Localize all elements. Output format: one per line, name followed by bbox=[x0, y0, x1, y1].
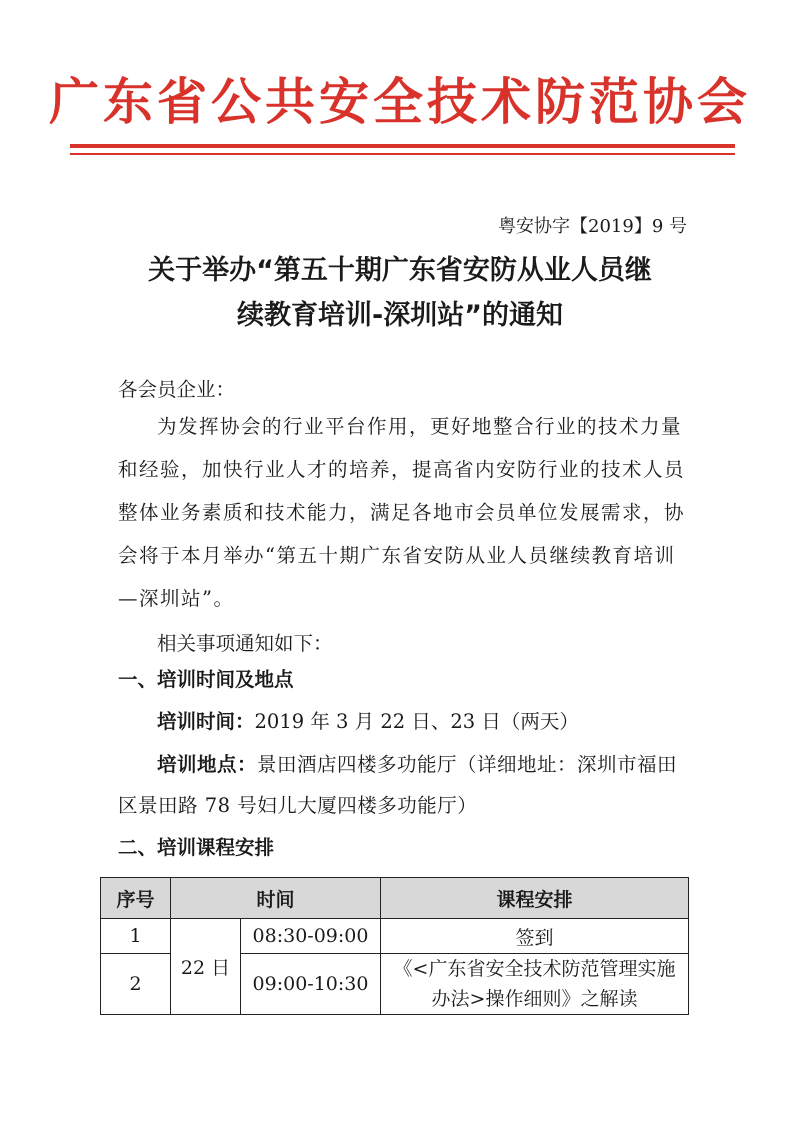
header-course: 课程安排 bbox=[381, 878, 689, 919]
section-heading-schedule: 二、培训课程安排 bbox=[118, 836, 275, 859]
letterhead-rule-thick bbox=[70, 144, 735, 148]
body-paragraph: 为发挥协会的行业平台作用，更好地整合行业的技术力量和经验，加快行业人才的培养，提高省内安防行业的技术人员整体业务素质和技术能力，满足各地市会员单位发展需求，协会将于本月举办“第五十期广东省安防从业人员继续教育培训—深圳站”。 bbox=[118, 415, 686, 610]
section-heading-time-place: 一、培训时间及地点 bbox=[118, 668, 294, 691]
row-day: 22 日 bbox=[171, 919, 241, 1015]
intro-line: 相关事项通知如下： bbox=[157, 632, 333, 655]
training-time-value: 2019 年 3 月 22 日、23 日（两天） bbox=[254, 710, 579, 733]
notice-title-line-2: 续教育培训-深圳站”的通知 bbox=[237, 300, 563, 331]
row-time: 09:00-10:30 bbox=[241, 954, 381, 1015]
training-time bbox=[118, 701, 688, 742]
row-course: 签到 bbox=[381, 919, 689, 954]
schedule-header-row bbox=[101, 878, 689, 919]
notice-title bbox=[95, 248, 705, 338]
notice-title-line-1: 关于举办“第五十期广东省安防从业人员继 bbox=[148, 255, 652, 286]
header-no: 序号 bbox=[101, 878, 171, 919]
header-time: 时间 bbox=[171, 878, 381, 919]
training-place-label: 培训地点： bbox=[157, 753, 258, 776]
training-time-label: 培训时间： bbox=[157, 710, 255, 733]
letterhead-rule-thin bbox=[70, 153, 735, 155]
row-no: 1 bbox=[101, 919, 171, 954]
letterhead-org-name: 广东省公共安全技术防范协会 bbox=[49, 72, 751, 131]
row-course: 《<广东省安全技术防范管理实施办法>操作细则》之解读 bbox=[381, 954, 689, 1015]
row-time: 08:30-09:00 bbox=[241, 919, 381, 954]
training-place-value: 景田酒店四楼多功能厅（详细地址：深圳市福田区景田路 78 号妇儿大厦四楼多功能厅） bbox=[118, 753, 678, 817]
training-place bbox=[118, 744, 688, 826]
row-no: 2 bbox=[101, 954, 171, 1015]
schedule-table bbox=[100, 877, 689, 1015]
table-row bbox=[101, 919, 689, 954]
salutation: 各会员企业： bbox=[118, 378, 236, 401]
document-number: 粤安协字【2019】9 号 bbox=[498, 216, 687, 237]
